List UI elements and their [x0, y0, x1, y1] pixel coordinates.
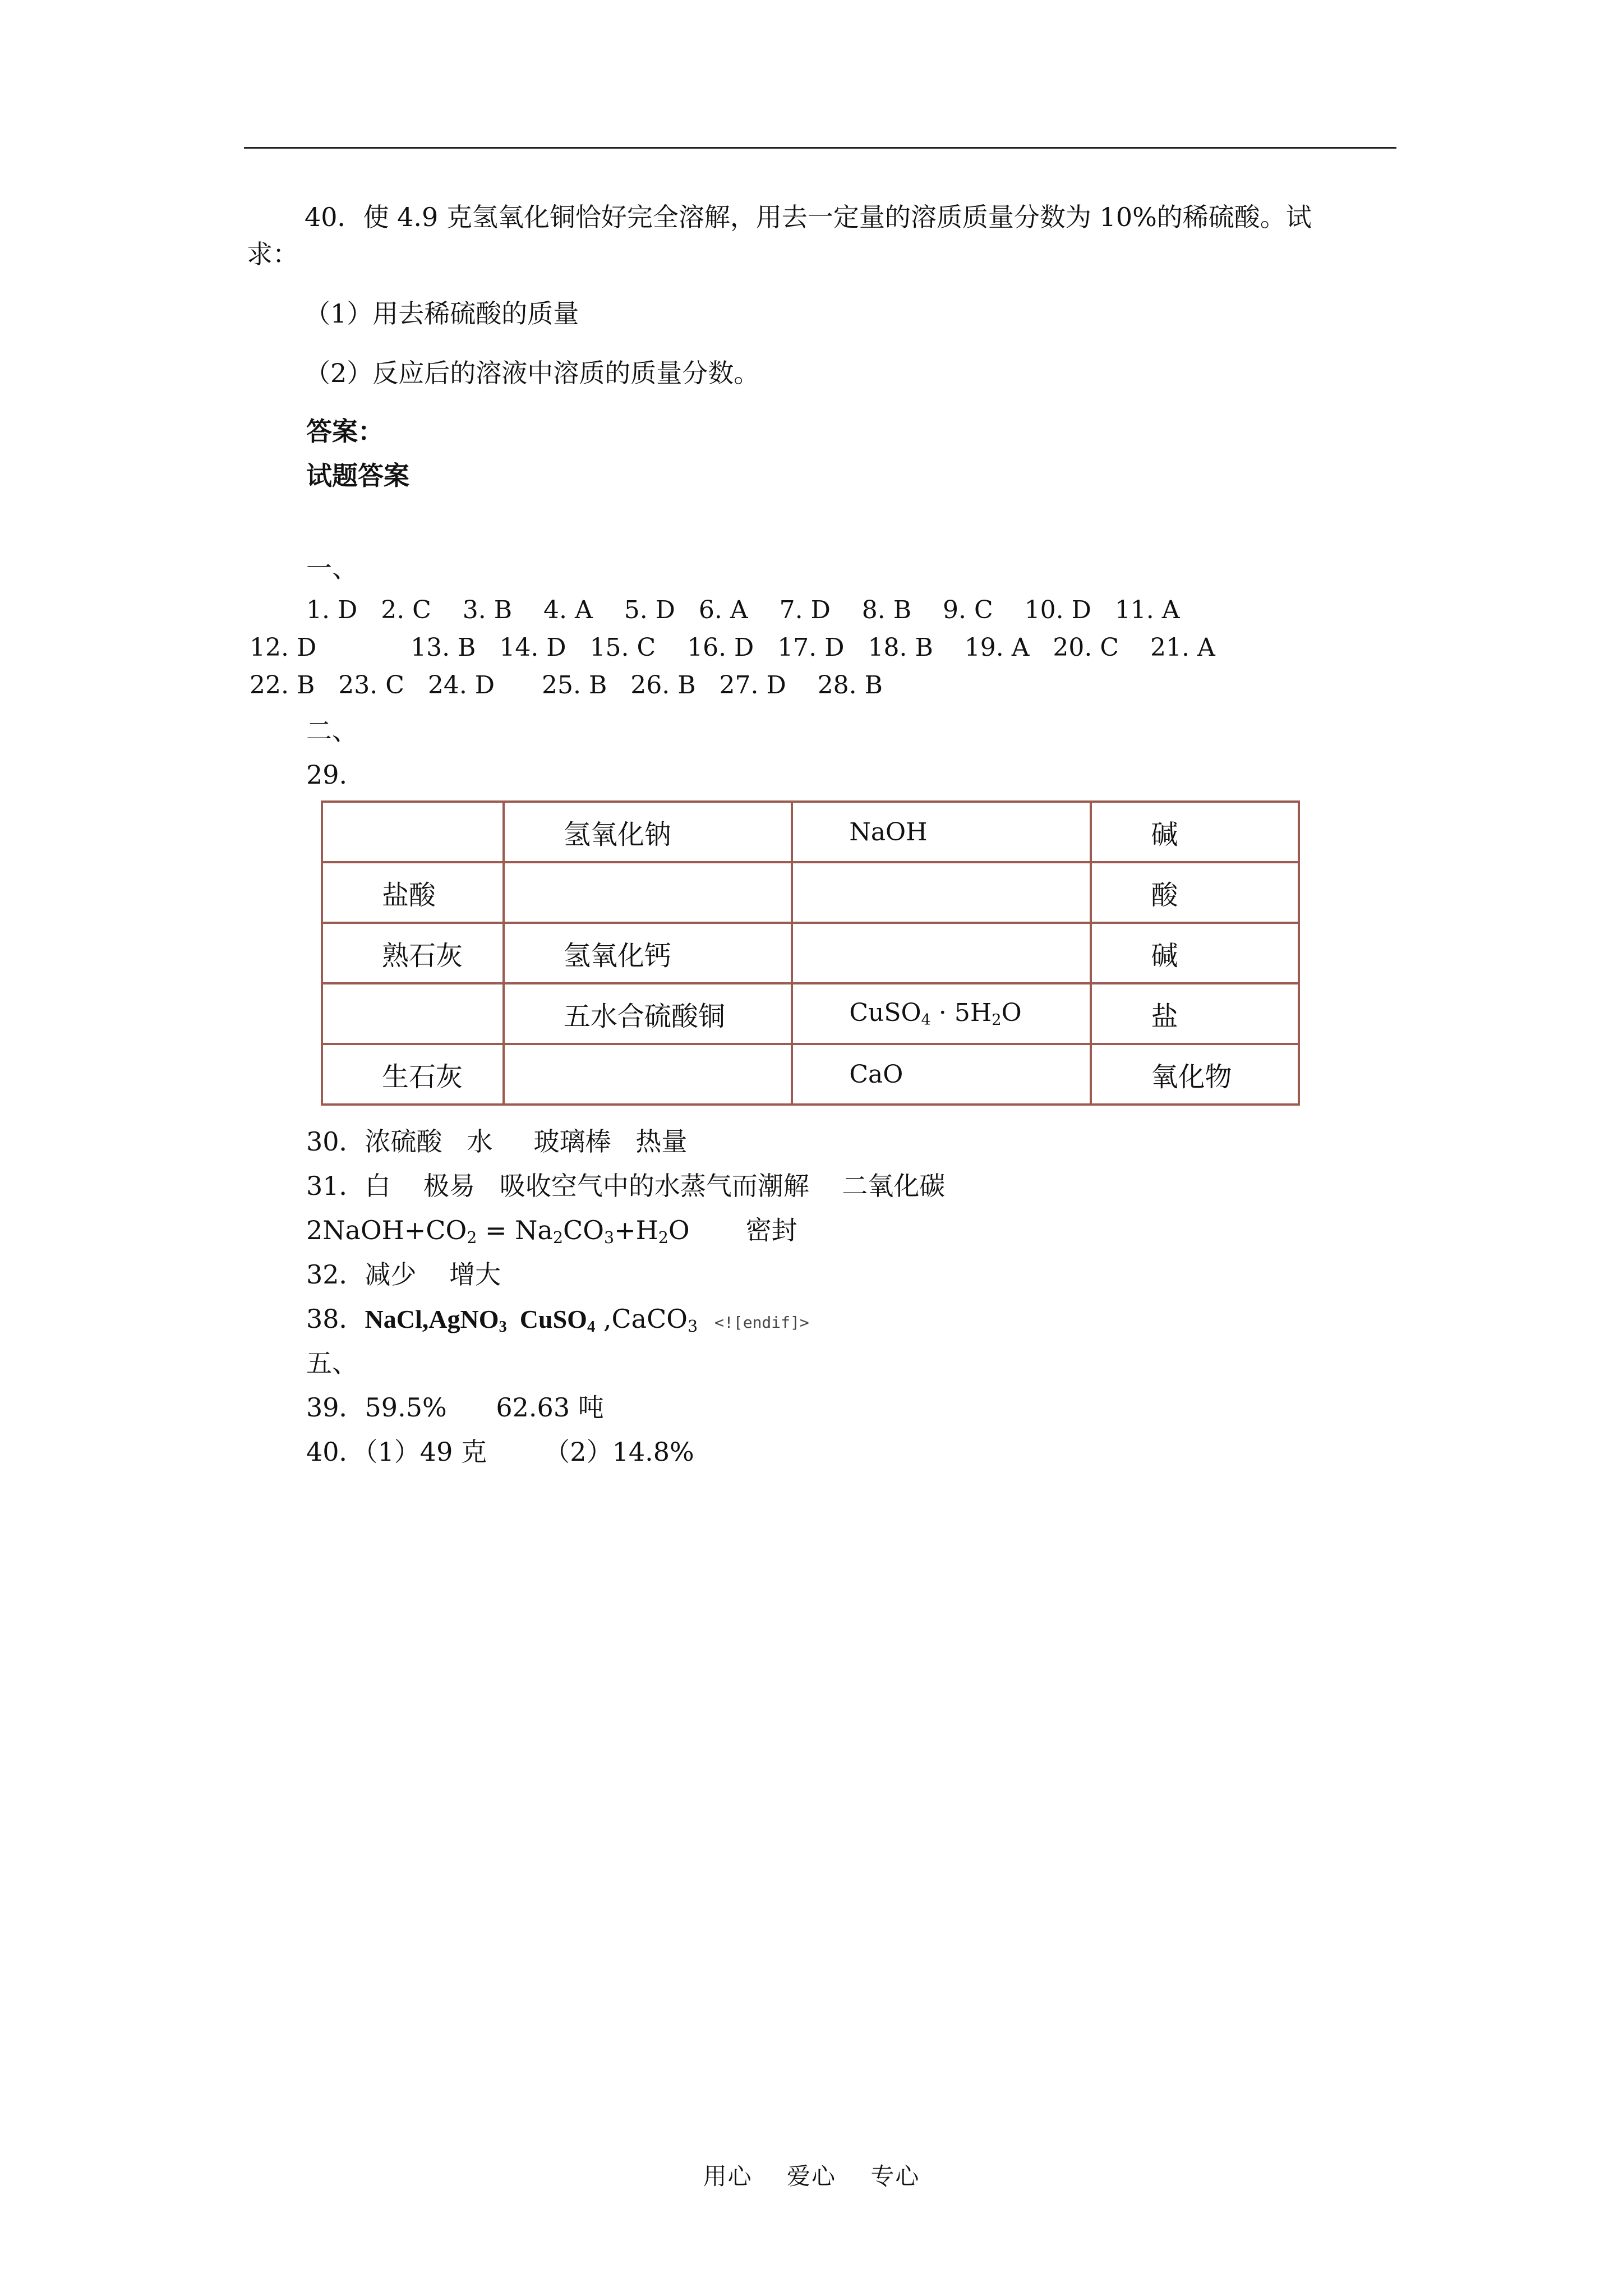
- question-40-sub2: （2）反应后的溶液中溶质的质量分数。: [305, 358, 760, 388]
- table-cell: 氢氧化钙: [504, 923, 792, 983]
- table-cell: [322, 802, 504, 862]
- table-cell: 五水合硫酸铜: [504, 983, 792, 1044]
- table-cell: [792, 862, 1091, 923]
- table-row: [322, 923, 1299, 983]
- answer-heading: 答案：: [306, 416, 384, 447]
- answer-title: 试题答案: [306, 461, 409, 491]
- mc-answers-line2: 12. D 13. B 14. D 15. C 16. D 17. D 18. B 19. A 20. C 21. A: [250, 633, 1215, 662]
- table-cell: [504, 862, 792, 923]
- mc-answers-line1: 1. D 2. C 3. B 4. A 5. D 6. A 7. D 8. B 9. C 10. D 11. A: [306, 596, 1180, 624]
- table-cell: 氧化物: [1091, 1044, 1299, 1105]
- section-5-label: 五、: [306, 1348, 358, 1378]
- chemical-equation: $2NaOH+CO_2 = Na_2CO_3+H_2O$: [306, 1215, 690, 1248]
- table-cell: [322, 983, 504, 1044]
- q38-caco3: ,CaCO$_3$: [595, 1304, 698, 1336]
- table-row: [322, 862, 1299, 923]
- mc-answers-line3: 22. B 23. C 24. D 25. B 26. B 27. D 28. B: [250, 671, 883, 700]
- q39-answer: 39．59.5% 62.63 吨: [306, 1392, 604, 1423]
- q29-label: 29.: [306, 760, 348, 790]
- table-cell: [792, 923, 1091, 983]
- table-cell: [504, 1044, 792, 1105]
- question-40-line1: 40．使 4.9 克氢氧化铜恰好完全溶解，用去一定量的溶质质量分数为 10%的稀硫酸。试: [305, 202, 1312, 232]
- header-rule: [244, 147, 1396, 149]
- table-cell: 氢氧化钠: [504, 802, 792, 862]
- table-cell: 碱: [1091, 802, 1299, 862]
- q30-answer: 30．浓硫酸 水 玻璃棒 热量: [306, 1126, 688, 1157]
- table-cell: 碱: [1091, 923, 1299, 983]
- question-40-line2: 求：: [247, 239, 298, 269]
- table-row: [322, 802, 1299, 862]
- table-row: [322, 1044, 1299, 1105]
- table-cell: 生石灰: [322, 1044, 504, 1105]
- q38-note: <![endif]>: [714, 1313, 809, 1332]
- section-2-label: 二、: [306, 716, 358, 746]
- table-cell: 盐: [1091, 983, 1299, 1044]
- q38-answer: [306, 1306, 809, 1336]
- table-cell: 酸: [1091, 862, 1299, 923]
- table-cell-formula: CuSO$_4$ · $5H_2O$: [792, 983, 1091, 1044]
- table-row: [322, 983, 1299, 1044]
- q32-answer: 32．减少 增大: [306, 1259, 501, 1290]
- page-footer: 用心 爱心 专心: [703, 2162, 920, 2190]
- q31-answer: 31．白 极易 吸收空气中的水蒸气而潮解 二氧化碳: [306, 1171, 946, 1201]
- table-cell: 熟石灰: [322, 923, 504, 983]
- section-1-label: 一、: [306, 553, 358, 583]
- seal-text: 密封: [745, 1215, 797, 1245]
- q40-answer: 40．（1）49 克 （2）14.8%: [306, 1437, 694, 1467]
- q38-prefix: 38．: [306, 1304, 365, 1334]
- answer-table: [321, 800, 1300, 1106]
- question-40-sub1: （1）用去稀硫酸的质量: [305, 298, 579, 329]
- table-cell: 盐酸: [322, 862, 504, 923]
- table-cell: NaOH: [792, 802, 1091, 862]
- table-cell: CaO: [792, 1044, 1091, 1105]
- q38-compounds: NaCl,AgNO$_3$ CuSO$_4$: [365, 1305, 596, 1336]
- q31-equation-line: [306, 1217, 797, 1246]
